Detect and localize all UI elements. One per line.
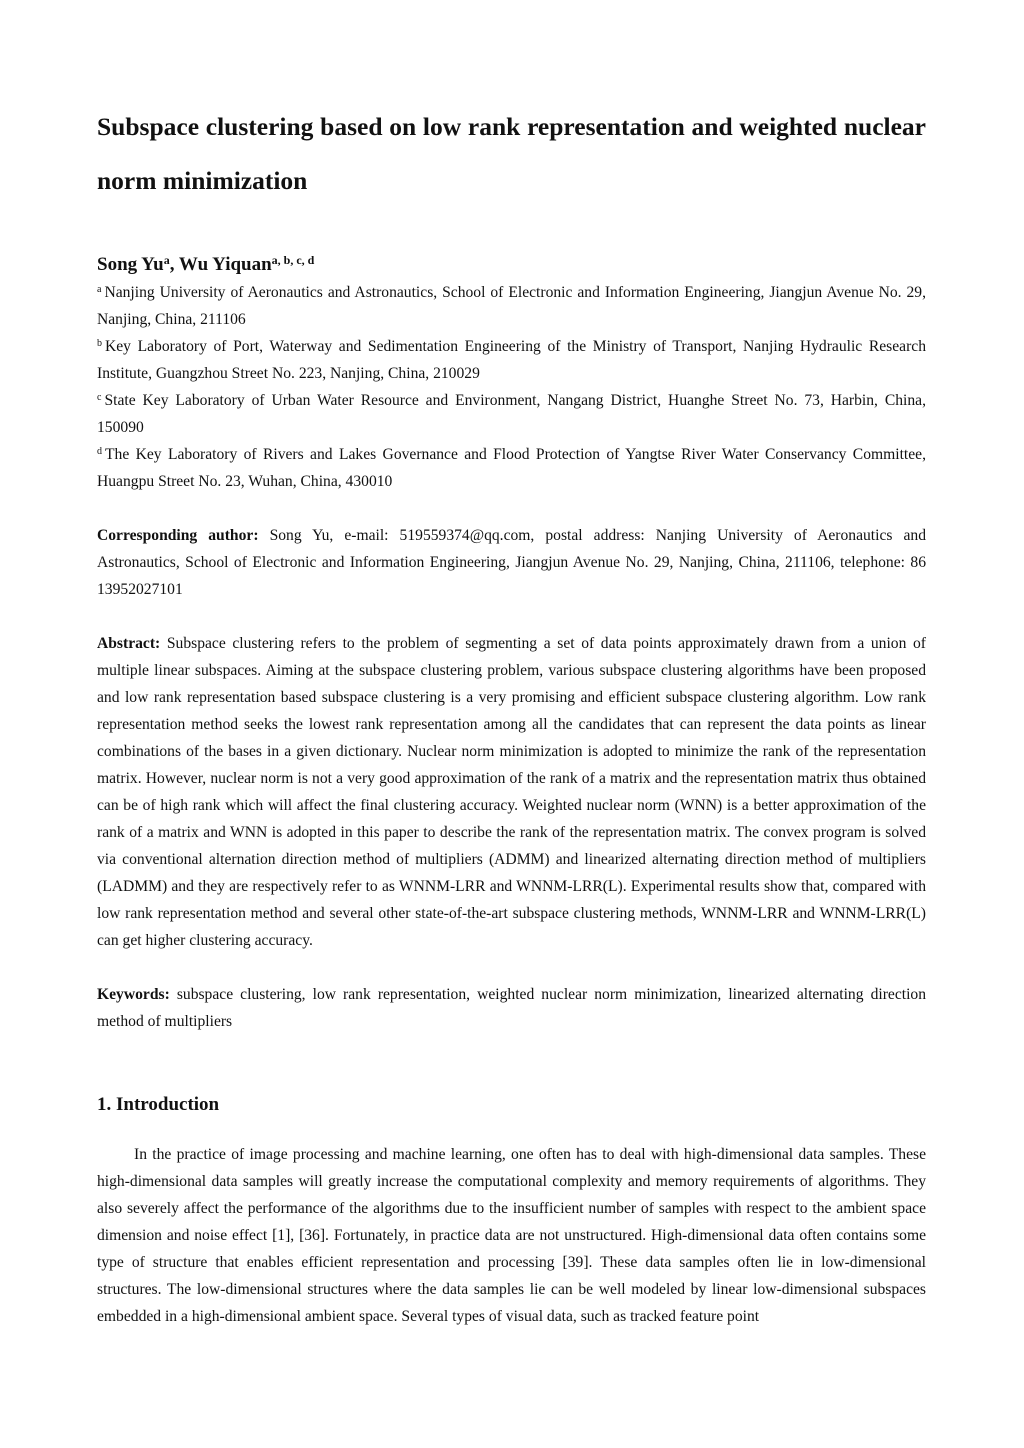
affiliation-mark: a bbox=[97, 284, 102, 295]
introduction-paragraph: In the practice of image processing and machine learning, one often has to deal with high-dimensional data samples. These high-dimensional data samples will greatly increase the computational complexity and memory requirements of algorithms. They also severely affect the performance of the algorithms due to the insufficient number of samples with respect to the ambient space dimension and noise effect [1], [36]. Fortunately, in practice data are not unstructured. High-dimensional data often contains some type of structure that enables efficient representation and processing [39]. These data samples often lie in low-dimensional structures. The low-dimensional structures where the data samples lie can be well modeled by linear low-dimensional subspaces embedded in a high-dimensional ambient space. Several types of visual data, such as tracked feature point bbox=[97, 1146, 926, 1325]
author-name: Song Yu bbox=[97, 254, 164, 275]
paper-title: Subspace clustering based on low rank representation and weighted nuclear norm minimization bbox=[97, 112, 926, 195]
abstract-block bbox=[97, 630, 926, 954]
abstract-text: Subspace clustering refers to the problem of segmenting a set of data points approximately drawn from a union of multiple linear subspaces. Aiming at the subspace clustering problem, various subspace clustering algorithms have been proposed and low rank representation based subspace clustering is a very promising and efficient subspace clustering algorithm. Low rank representation method seeks the lowest rank representation among all the candidates that can represent the data points as linear combinations of the bases in a given dictionary. Nuclear norm minimization is adopted to minimize the rank of the representation matrix. However, nuclear norm is not a very good approximation of the rank of a matrix and the representation matrix thus obtained can be of high rank which will affect the final clustering accuracy. Weighted nuclear norm (WNN) is a better approximation of the rank of a matrix and WNN is adopted in this paper to describe the rank of the representation matrix. The convex program is solved via conventional alternation direction method of multipliers (ADMM) and linearized alternating direction method of multipliers (LADMM) and they are respectively refer to as WNNM-LRR and WNNM-LRR(L). Experimental results show that, compared with low rank representation method and several other state-of-the-art subspace clustering methods, WNNM-LRR and WNNM-LRR(L) can get higher clustering accuracy. bbox=[97, 635, 926, 949]
paper-page bbox=[97, 100, 926, 1330]
abstract-label: Abstract: bbox=[97, 635, 161, 652]
corresponding-author-block bbox=[97, 522, 926, 603]
affiliation-a bbox=[97, 279, 926, 333]
affiliation-text: State Key Laboratory of Urban Water Resource and Environment, Nangang District, Huanghe Street No. 73, Harbin, China, 150090 bbox=[97, 392, 926, 436]
author-separator: , bbox=[169, 254, 179, 275]
affiliation-mark: d bbox=[97, 446, 102, 457]
affiliations-list bbox=[97, 279, 926, 495]
affiliation-mark: b bbox=[97, 338, 102, 349]
affiliation-text: The Key Laboratory of Rivers and Lakes Governance and Flood Protection of Yangtse River Water Conservancy Committee, Huangpu Street No. 23, Wuhan, China, 430010 bbox=[97, 446, 926, 490]
affiliation-c bbox=[97, 387, 926, 441]
affiliation-b bbox=[97, 333, 926, 387]
section-heading-introduction: 1. Introduction bbox=[97, 1094, 220, 1115]
affiliation-text: Key Laboratory of Port, Waterway and Sedimentation Engineering of the Ministry of Transport, Nanjing Hydraulic Research Institute, Guangzhou Street No. 223, Nanjing, China, 210029 bbox=[97, 338, 926, 382]
affiliation-mark: c bbox=[97, 392, 102, 403]
corresponding-author-text: Song Yu, e-mail: 519559374@qq.com, postal address: Nanjing University of Aeronautics and Astronautics, School of Electronic and Information Engineering, Jiangjun Avenue No. 29, Nanjing, China, 211106, telephone: 86 13952027101 bbox=[97, 527, 926, 598]
keywords-block bbox=[97, 981, 926, 1035]
keywords-label: Keywords: bbox=[97, 986, 170, 1003]
author-affiliation-mark: a bbox=[163, 253, 170, 267]
corresponding-author-label: Corresponding author: bbox=[97, 527, 259, 544]
author-line bbox=[97, 252, 926, 278]
author-affiliation-mark: a, b, c, d bbox=[271, 253, 315, 267]
affiliation-text: Nanjing University of Aeronautics and Astronautics, School of Electronic and Information Engineering, Jiangjun Avenue No. 29, Nanjing, China, 211106 bbox=[97, 284, 926, 328]
affiliation-d bbox=[97, 441, 926, 495]
author-name: Wu Yiquan bbox=[178, 254, 272, 275]
keywords-text: subspace clustering, low rank representation, weighted nuclear norm minimization, linearized alternating direction method of multipliers bbox=[97, 986, 926, 1030]
